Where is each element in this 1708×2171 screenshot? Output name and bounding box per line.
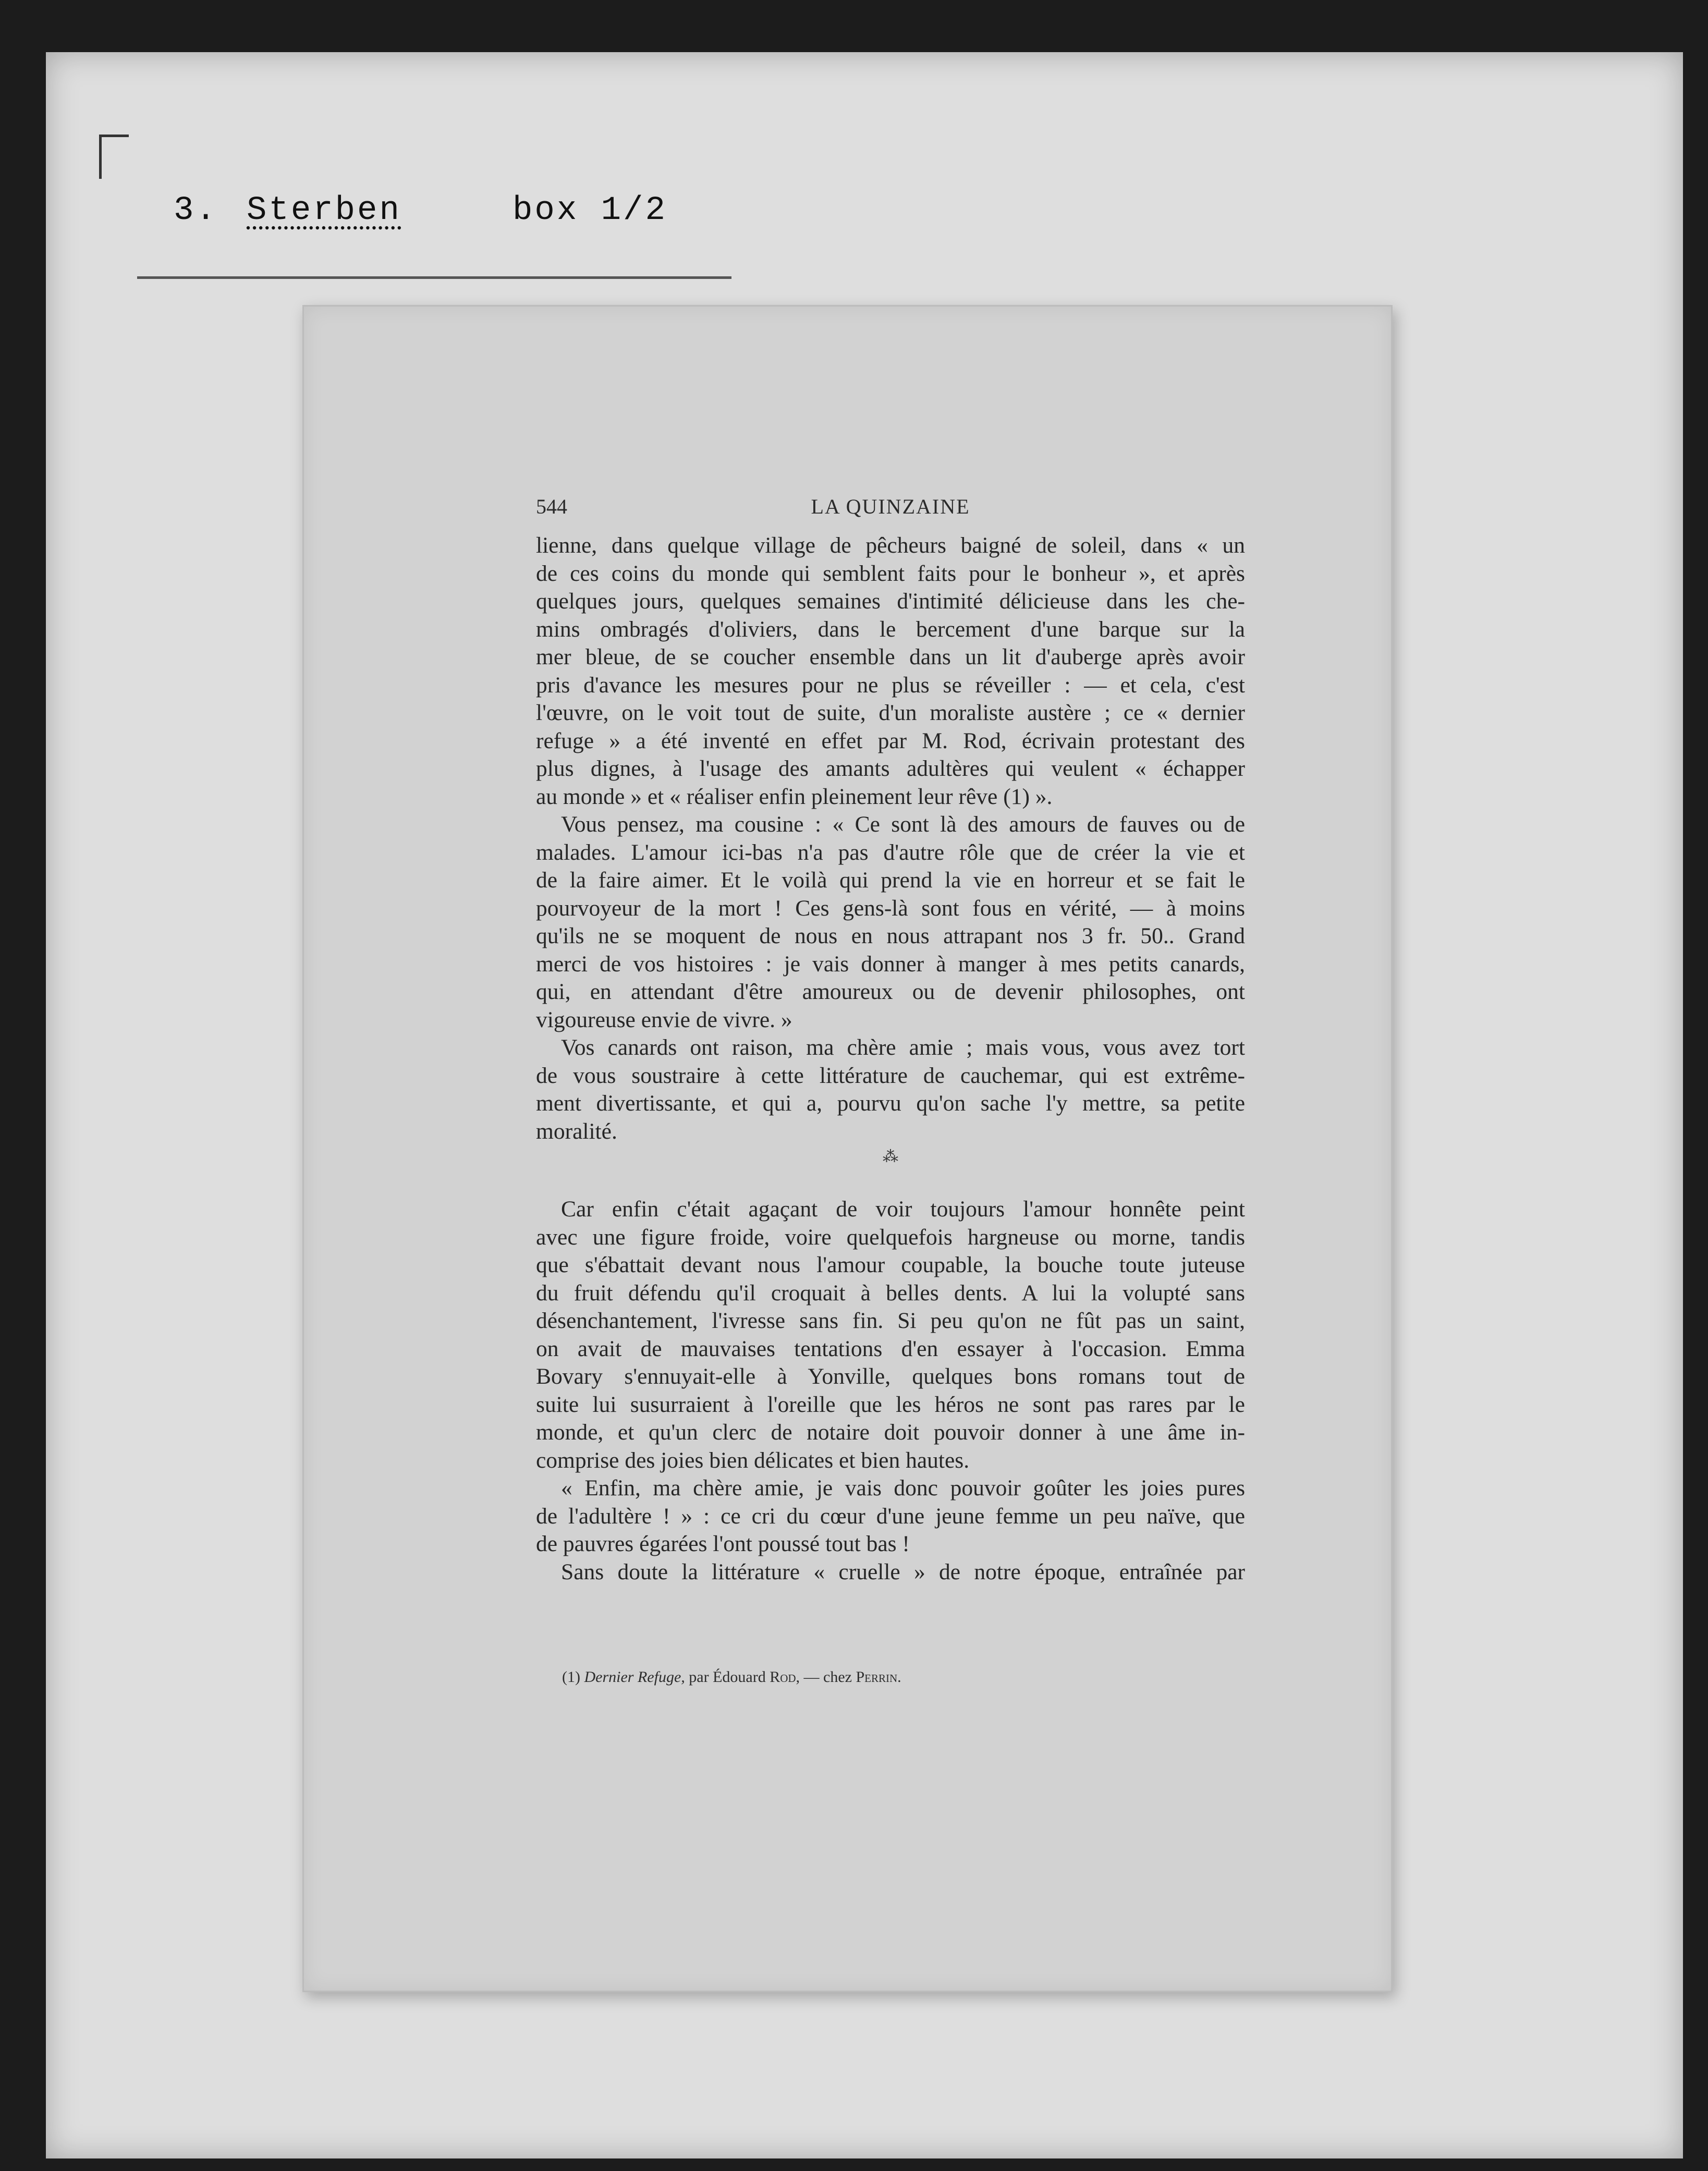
label-number: 3. bbox=[174, 192, 218, 229]
page-number: 544 bbox=[536, 495, 567, 518]
text-line: de pauvres égarées l'ont poussé tout bas ! bbox=[536, 1531, 910, 1556]
text-line: quelques jours, quelques semaines d'intimité délicieuse dans les che- bbox=[536, 589, 1245, 614]
text-line: qui, en attendant d'être amoureux ou de devenir philosophes, ont bbox=[536, 979, 1245, 1004]
book-page bbox=[302, 305, 1393, 1992]
footnote bbox=[562, 1668, 1240, 1686]
text-line: Bovary s'ennuyait-elle à Yonville, quelques bons romans tout de bbox=[536, 1364, 1245, 1389]
text-line: pris d'avance les mesures pour ne plus se réveiller : — et cela, c'est bbox=[536, 672, 1245, 698]
text-line: ment divertissante, et qui a, pourvu qu'on sache l'y mettre, sa petite bbox=[536, 1091, 1245, 1116]
text-line: malades. L'amour ici-bas n'a pas d'autre rôle que de créer la vie et bbox=[536, 839, 1245, 865]
page-title: LA QUINZAINE bbox=[811, 495, 970, 518]
text-line: monde, et qu'un clerc de notaire doit pouvoir donner à une âme in- bbox=[536, 1420, 1245, 1445]
body-text bbox=[536, 532, 1245, 1586]
text-line: de la faire aimer. Et le voilà qui prend la vie en horreur et se fait le bbox=[536, 868, 1245, 893]
text-line: au monde » et « réaliser enfin pleinement leur rêve (1) ». bbox=[536, 784, 1053, 809]
text-line: merci de vos histoires : je vais donner à manger à mes petits canards, bbox=[536, 951, 1245, 977]
label-word: Sterben bbox=[247, 192, 401, 229]
corner-crop-mark bbox=[99, 135, 129, 179]
text-line: mer bleue, de se coucher ensemble dans un lit d'auberge après avoir bbox=[536, 644, 1245, 669]
text-line: de l'adultère ! » : ce cri du cœur d'une jeune femme un peu naïve, que bbox=[536, 1503, 1245, 1529]
text-line: comprise des joies bien délicates et bien hautes. bbox=[536, 1447, 970, 1473]
text-line: pourvoyeur de la mort ! Ces gens-là sont fous en vérité, — à moins bbox=[536, 895, 1245, 921]
footnote-marker: (1) bbox=[562, 1668, 580, 1686]
text-line: on avait de mauvaises tentations d'en essayer à l'occasion. Emma bbox=[536, 1336, 1245, 1361]
text-line: qu'ils ne se moquent de nous en nous attrapant nos 3 fr. 50.. Grand bbox=[536, 923, 1245, 948]
text-line: de vous soustraire à cette littérature de cauchemar, qui est extrême- bbox=[536, 1063, 1245, 1088]
text-line: mins ombragés d'oliviers, dans le bercement d'une barque sur la bbox=[536, 616, 1245, 642]
label-box: box 1/2 bbox=[513, 192, 667, 229]
text-line: du fruit défendu qu'il croquait à belles dents. A lui la volupté sans bbox=[536, 1280, 1245, 1306]
section-separator: ⁂ bbox=[883, 1148, 898, 1165]
text-line: Vous pensez, ma cousine : « Ce sont là des amours de fauves ou de bbox=[561, 812, 1245, 837]
footnote-dash: — chez bbox=[803, 1668, 852, 1686]
text-line: avec une figure froide, voire quelquefois hargneuse ou morne, tandis bbox=[536, 1224, 1245, 1250]
text-line: Sans doute la littérature « cruelle » de notre époque, entraînée par bbox=[561, 1559, 1245, 1584]
text-line: « Enfin, ma chère amie, je vais donc pouvoir goûter les joies pures bbox=[561, 1475, 1245, 1501]
text-line: moralité. bbox=[536, 1118, 617, 1144]
footnote-by: par Édouard bbox=[689, 1668, 766, 1686]
text-line: l'œuvre, on le voit tout de suite, d'un moraliste austère ; ce « dernier bbox=[536, 700, 1245, 725]
footnote-title: Dernier Refuge, bbox=[584, 1668, 685, 1686]
text-line: vigoureuse envie de vivre. » bbox=[536, 1007, 792, 1032]
text-line: suite lui susurraient à l'oreille que les héros ne sont pas rares par le bbox=[536, 1392, 1245, 1417]
footnote-author: Rod, bbox=[770, 1668, 800, 1686]
text-line: de ces coins du monde qui semblent faits pour le bonheur », et après bbox=[536, 560, 1245, 586]
text-line: Vos canards ont raison, ma chère amie ; mais vous, vous avez tort bbox=[561, 1035, 1245, 1060]
text-line: lienne, dans quelque village de pêcheurs baigné de soleil, dans « un bbox=[536, 533, 1245, 558]
archive-label bbox=[137, 182, 731, 279]
text-line: désenchantement, l'ivresse sans fin. Si peu qu'on ne fût pas un saint, bbox=[536, 1308, 1245, 1333]
footnote-publisher: Perrin. bbox=[856, 1668, 901, 1686]
text-line: Car enfin c'était agaçant de voir toujours l'amour honnête peint bbox=[561, 1197, 1245, 1222]
text-line: plus dignes, à l'usage des amants adultères qui veulent « échapper bbox=[536, 756, 1245, 781]
text-line: refuge » a été inventé en effet par M. Rod, écrivain protestant des bbox=[536, 728, 1245, 753]
text-line: que s'ébattait devant nous l'amour coupable, la bouche toute juteuse bbox=[536, 1252, 1245, 1277]
